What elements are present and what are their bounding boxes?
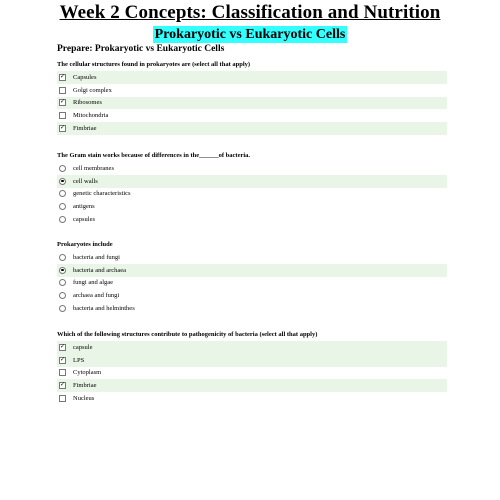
option-archaea-and-fungi[interactable] [57,289,447,302]
radio-button[interactable] [59,305,66,312]
option-bacteria-and-fungi[interactable] [57,251,447,264]
radio-button[interactable] [59,178,66,185]
option-antigens[interactable] [57,200,447,213]
checkbox[interactable] [59,99,66,106]
radio-button[interactable] [59,165,66,172]
radio-button[interactable] [59,279,66,286]
option-label: Fimbriae [73,382,97,390]
option-capsule[interactable] [57,341,447,354]
section-title: Prepare: Prokaryotic vs Eukaryotic Cells [57,44,225,54]
option-label: bacteria and fungi [73,253,120,261]
option-lps[interactable] [57,354,447,367]
page-subtitle: Prokaryotic vs Eukaryotic Cells [154,27,346,42]
option-cell-walls[interactable] [57,175,447,188]
checkbox[interactable] [59,74,66,81]
option-label: antigens [73,203,95,211]
checkbox[interactable] [59,344,66,351]
checkbox[interactable] [59,369,66,376]
checkbox[interactable] [59,395,66,402]
option-bacteria-and-helminthes[interactable] [57,302,447,315]
page-title: Week 2 Concepts: Classification and Nutrition [59,2,441,23]
option-nucleus[interactable] [57,392,447,405]
question-text: The cellular structures found in prokaryotes are (select all that apply) [57,61,251,68]
question-4 [57,328,447,405]
option-label: cell membranes [73,164,114,172]
option-label: bacteria and archaea [73,266,127,274]
question-text: Which of the following structures contribute to pathogenicity of bacteria (select all that apply) [57,331,318,338]
option-cell-membranes[interactable] [57,162,447,175]
option-ribosomes[interactable] [57,97,447,110]
option-label: Fimbriae [73,124,97,132]
question-text: Prokaryotes include [57,241,113,248]
option-cytoplasm[interactable] [57,367,447,380]
option-label: Ribosomes [73,99,102,107]
radio-button[interactable] [59,190,66,197]
option-label: bacteria and helminthes [73,304,135,312]
option-label: genetic characteristics [73,190,131,198]
question-2 [57,149,447,226]
option-genetic-characteristics[interactable] [57,188,447,201]
option-label: cell walls [73,177,98,185]
radio-button[interactable] [59,267,66,274]
option-label: Cytoplasm [73,369,102,377]
checkbox[interactable] [59,125,66,132]
option-fungi-and-algae[interactable] [57,277,447,290]
option-label: archaea and fungi [73,292,120,300]
option-label: Capsules [73,73,97,81]
radio-button[interactable] [59,203,66,210]
option-label: Mitochondria [73,112,109,120]
checkbox[interactable] [59,357,66,364]
option-label: capsule [73,343,93,351]
option-capsules[interactable] [57,213,447,226]
checkbox[interactable] [59,382,66,389]
option-label: Nucleus [73,394,95,402]
option-label: Golgi complex [73,86,112,94]
question-text: The Gram stain works because of differences in the______of bacteria. [57,152,251,159]
option-fimbriae[interactable] [57,122,447,135]
question-1 [57,58,447,135]
subtitle-container [0,25,500,43]
option-bacteria-and-archaea[interactable] [57,264,447,277]
option-golgi-complex[interactable] [57,84,447,97]
checkbox[interactable] [59,112,66,119]
option-capsules[interactable] [57,71,447,84]
radio-button[interactable] [59,292,66,299]
checkbox[interactable] [59,87,66,94]
option-label: LPS [73,356,85,364]
option-mitochondria[interactable] [57,109,447,122]
option-label: fungi and algae [73,279,114,287]
option-fimbriae[interactable] [57,379,447,392]
question-3 [57,238,447,315]
radio-button[interactable] [59,254,66,261]
radio-button[interactable] [59,216,66,223]
option-label: capsules [73,215,96,223]
